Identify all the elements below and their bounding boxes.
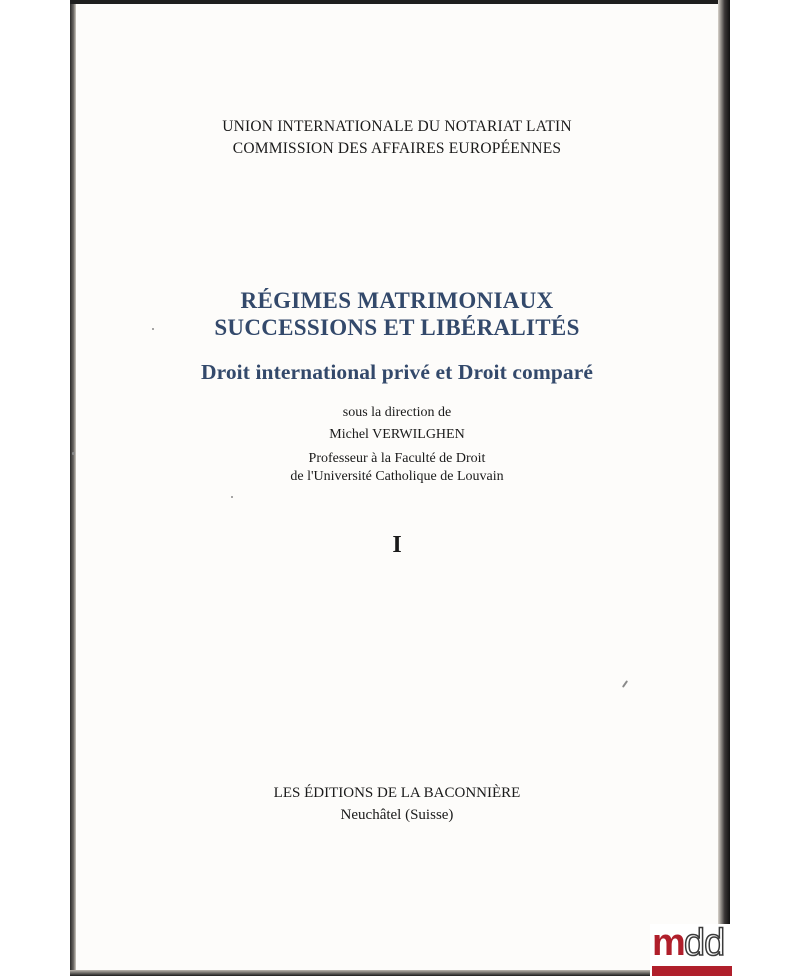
book-title-line-1: RÉGIMES MATRIMONIAUX bbox=[240, 288, 554, 313]
organization-name: UNION INTERNATIONALE DU NOTARIAT LATIN bbox=[222, 118, 572, 135]
book-left-edge bbox=[0, 0, 72, 976]
book-right-edge bbox=[718, 0, 800, 976]
book-title-line-2: SUCCESSIONS ET LIBÉRALITÉS bbox=[214, 315, 580, 340]
scan-speck bbox=[231, 496, 233, 498]
commission-name: COMMISSION DES AFFAIRES EUROPÉENNES bbox=[232, 140, 562, 157]
mdd-logo: m dd bbox=[650, 924, 732, 976]
scan-speck bbox=[622, 680, 628, 688]
direction-intro: sous la direction de bbox=[342, 405, 452, 420]
volume-number: I bbox=[392, 532, 402, 558]
scan-speck bbox=[72, 452, 75, 455]
editor-name: Michel VERWILGHEN bbox=[329, 427, 465, 442]
book-subtitle: Droit international privé et Droit comparé bbox=[200, 360, 594, 384]
scan-speck bbox=[152, 328, 154, 330]
editor-affiliation-line-1: Professeur à la Faculté de Droit bbox=[308, 451, 486, 466]
publisher-name: LES ÉDITIONS DE LA BACONNIÈRE bbox=[273, 785, 521, 801]
publisher-place: Neuchâtel (Suisse) bbox=[340, 807, 454, 823]
book-bottom-edge bbox=[70, 970, 730, 976]
title-page bbox=[76, 4, 718, 970]
editor-affiliation-line-2: de l'Université Catholique de Louvain bbox=[290, 469, 504, 484]
